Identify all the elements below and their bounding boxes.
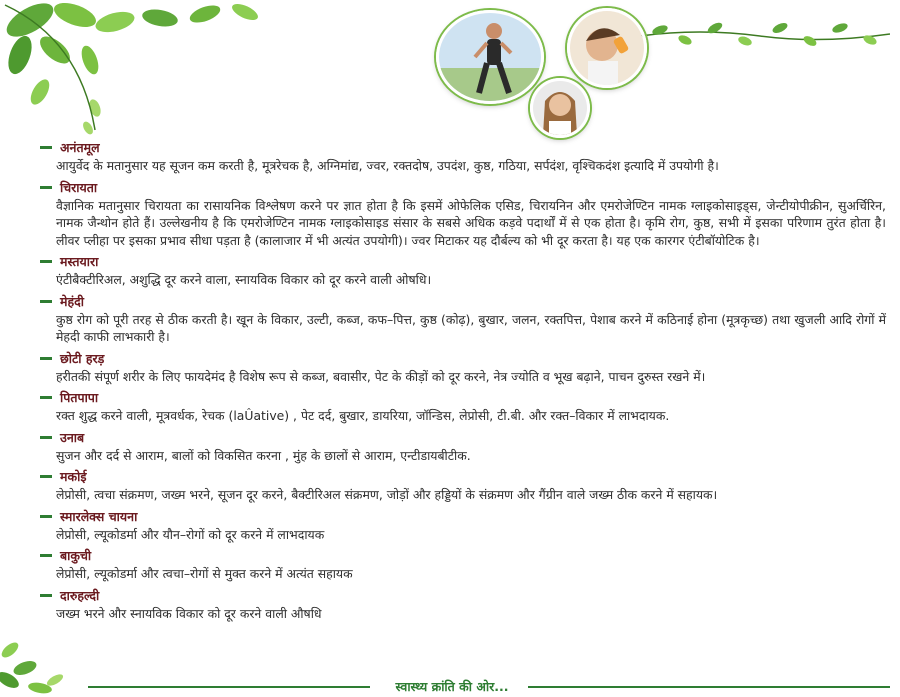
herb-title: स्मारलेक्स चायना (60, 508, 138, 524)
herb-entry (40, 138, 880, 175)
herb-entry (40, 178, 886, 250)
herb-title: अनंतमूल (60, 140, 100, 155)
herb-description: वैज्ञानिक मतानुसार चिरायता का रासायनिक विश्लेषण करने पर ज्ञात होता है कि इसमें ओफेलिक एसिड, चिरायनिन और एमरोजेण्टिन नामक ग्लाइकोसाइड्स, जेन्टीयोपीक्रीन, सुअर्चिरिन, नामक जैन्थोन होते हैं। उल्लेखनीय है कि एमरोजेण्टिन नामक ग्लाइकोसाइड संसार के सबसे अधिक कड़वे पदार्थों में से एक होता है। कृमि रोग, कुष्ठ, सभी में इसका परिणाम तुरंत होता है। लीवर प्लीहा पर इसका प्रभाव सीधा पड़ता है (कालाजार में भी अत्यंत उपयोगी)। ज्वर मिटाकर यह दौर्बल्य को भी दूर करता है। यह एक कारगर एंटीबॉयोटिक है। (56, 197, 886, 248)
herb-entry (40, 467, 880, 504)
bullet-dash (40, 475, 52, 478)
herb-title: बाकुची (60, 548, 92, 563)
footer-banner (0, 678, 900, 696)
footer-tagline: स्वास्थ्य क्रांति की ओर... (395, 679, 509, 694)
herb-entry (40, 349, 880, 386)
herb-list (40, 138, 886, 622)
herb-title: उनाब (60, 429, 85, 445)
herb-description: हरीतकी संपूर्ण शरीर के लिए फायदेमंद है विशेष रूप से कब्ज, बवासीर, पेट के कीड़ों को दूर करने, नेत्र ज्योति व भूख बढ़ाने, पाचन दुरुस्त रखने में। (56, 368, 706, 384)
herb-entry (40, 586, 880, 623)
herb-entry (40, 292, 886, 346)
bullet-dash (40, 515, 52, 518)
bullet-dash (40, 260, 52, 263)
bullet-dash (40, 396, 52, 399)
bullet-dash (40, 357, 52, 360)
bullet-dash (40, 594, 52, 597)
bullet-dash (40, 146, 52, 149)
herb-entry (40, 388, 880, 425)
herb-title: छोटी हरड़ (60, 350, 105, 366)
herb-entry (40, 507, 880, 544)
herb-entry (40, 546, 880, 583)
woman-eating-photo (530, 78, 590, 138)
herb-description: जख्म भरने और स्नायविक विकार को दूर करने वाली औषधि (56, 605, 322, 621)
bullet-dash (40, 436, 52, 439)
herb-description: लेप्रोसी, ल्यूकोडर्मा और त्वचा–रोगों से मुक्त करने में अत्यंत सहायक (56, 566, 353, 581)
herb-title: पितपापा (60, 390, 99, 405)
herb-description: एंटीबैक्टीरिअल, अशुद्धि दूर करने वाला, स्नायविक विकार को दूर करने वाली ओषधि। (56, 272, 432, 287)
herb-title: चिरायता (60, 179, 98, 195)
herb-entry (40, 428, 880, 465)
herb-description: लेप्रोसी, त्वचा संक्रमण, जख्म भरने, सूजन दूर करने, बैक्टीरिअल संक्रमण, जोड़ों और हड्डियों के संक्रमण और गैंग्रीन वाले जख्म ठीक करने में सहायक। (56, 487, 718, 502)
herb-description: रक्त शुद्ध करने वाली, मूत्रवर्धक, रेचक (laÛative) , पेट दर्द, बुखार, डायरिया, जॉन्डिस, लेप्रोसी, टी.बी. और रक्त–विकार में लाभदायक. (56, 408, 670, 423)
runner-photo (436, 10, 544, 104)
footer-divider-left (88, 686, 370, 688)
herb-description: कुष्ठ रोग को पूरी तरह से ठीक करती है। खून के विकार, उल्टी, कब्ज, कफ–पित्त, कुष्ठ (कोढ़), बुखार, जलन, रक्तपित्त, पेशाब करने में कठिनाई होना (मूत्रकृच्छ) तथा खुजली आदि रोगों में मेहदी काफी लाभकारी है। (56, 311, 886, 344)
bullet-dash (40, 300, 52, 303)
vine-decoration-top-right (640, 14, 890, 54)
bullet-dash (40, 554, 52, 557)
herb-title: मकोई (60, 469, 87, 484)
leaf-decoration-top-left (0, 0, 270, 150)
bullet-dash (40, 186, 52, 189)
herb-description: सुजन और दर्द से आराम, बालों को विकसित करना , मुंह के छालों से आराम, एन्टीडायबीटीक. (56, 447, 471, 463)
herb-title: मस्तयारा (60, 254, 99, 269)
drinking-woman-photo (567, 8, 647, 88)
herb-description: लेप्रोसी, ल्यूकोडर्मा और यौन–रोगों को दूर करने में लाभदायक (56, 526, 325, 542)
footer-divider-right (528, 686, 890, 688)
herb-title: दारुहल्दी (60, 587, 100, 603)
herb-entry (40, 252, 880, 289)
herb-title: मेहंदी (60, 293, 84, 309)
herb-description: आयुर्वेद के मतानुसार यह सूजन कम करती है, मूत्ररेचक है, अग्निमांद्य, ज्वर, रक्तदोष, उपदंश, कुष्ठ, गठिया, सर्पदंश, वृश्चिकदंश इत्यादि में उपयोगी है। (56, 158, 719, 173)
